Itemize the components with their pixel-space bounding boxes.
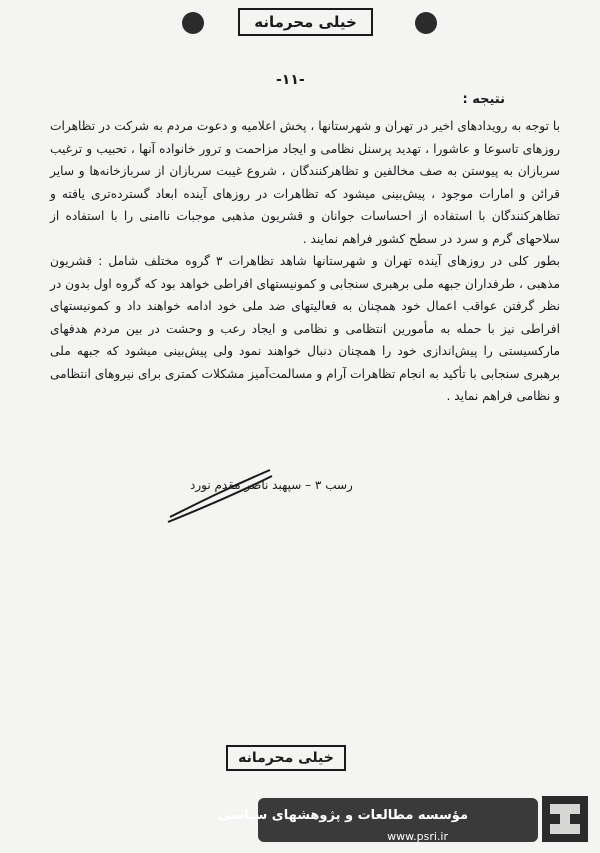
paragraph-2: بطور کلی در روزهای آینده تهران و شهرستانها شاهد تظاهرات ۳ گروه مختلف شامل : قشریون مذهبی ، طرفداران جبهه ملی برهبری سنجابی و کمونیستهای افراطی خواهد بود که گروه اول بدون در نظر گرفتن عواقب اعمال خود همچنان به فعالیتهای ضد ملی خود ادامه خواهند داد و کمونیستهای افراطی نیز با حمله به مأمورین انتظامی و نظامی و ایجاد رعب و وحشت در بین مردم هدفهای مارکسیستی را پیش‌اندازی خود را همچنان دنبال خواهند نمود ولی پیش‌بینی میشود که جبهه ملی برهبری سنجابی با تأکید به انجام تظاهرات آرام و مسالمت‌آمیز مشکلات کمتری برای نیروهای انتظامی و نظامی فراهم نماید .	[49, 254, 560, 403]
footer-banner	[218, 798, 538, 843]
section-heading: نتیجه :	[462, 92, 505, 107]
footer-url[interactable]: www.psri.ir	[387, 830, 448, 843]
paragraph-1: با توجه به رویدادهای اخیر در تهران و شهرستانها ، پخش اعلامیه و دعوت مردم به شرکت در تظاهرات روزهای تاسوعا و عاشورا ، تهدید پرسنل نظامی و ایجاد مزاحمت و ترور خانواده آنها ، تحبیب و ترغیب سربازان به پیوستن به صف مخالفین و تظاهرکنندگان ، شروع غیبت سربازان از سربازخانه‌ها و سایر قرائن و امارات موجود ، پیش‌بینی میشود که تظاهرات در روزهای آینده ابعاد گسترده‌تری یافته و تظاهرکنندگان با استفاده از احساسات جوانان و قشریون مذهبی موجبات ناامنی را با استفاده از سلاحهای گرم و سرد در سطح کشور فراهم نمایند .	[50, 119, 560, 246]
classification-stamp-top: خیلی محرمانه	[238, 8, 373, 36]
footer-title: مؤسسه مطالعات و پژوهشهای سیاسی	[218, 808, 468, 823]
classification-stamp-bottom: خیلی محرمانه	[226, 745, 346, 771]
punch-hole-left	[182, 12, 204, 34]
institute-logo-icon	[542, 796, 588, 842]
archive-footer	[0, 792, 600, 853]
page-number: -۱۱-	[276, 72, 305, 88]
document-body	[50, 115, 560, 408]
punch-hole-right	[415, 12, 437, 34]
signature-line: رسب ۳ – سپهبد ناصر مقدم نورد	[190, 478, 353, 492]
signature-scribble	[160, 462, 280, 532]
